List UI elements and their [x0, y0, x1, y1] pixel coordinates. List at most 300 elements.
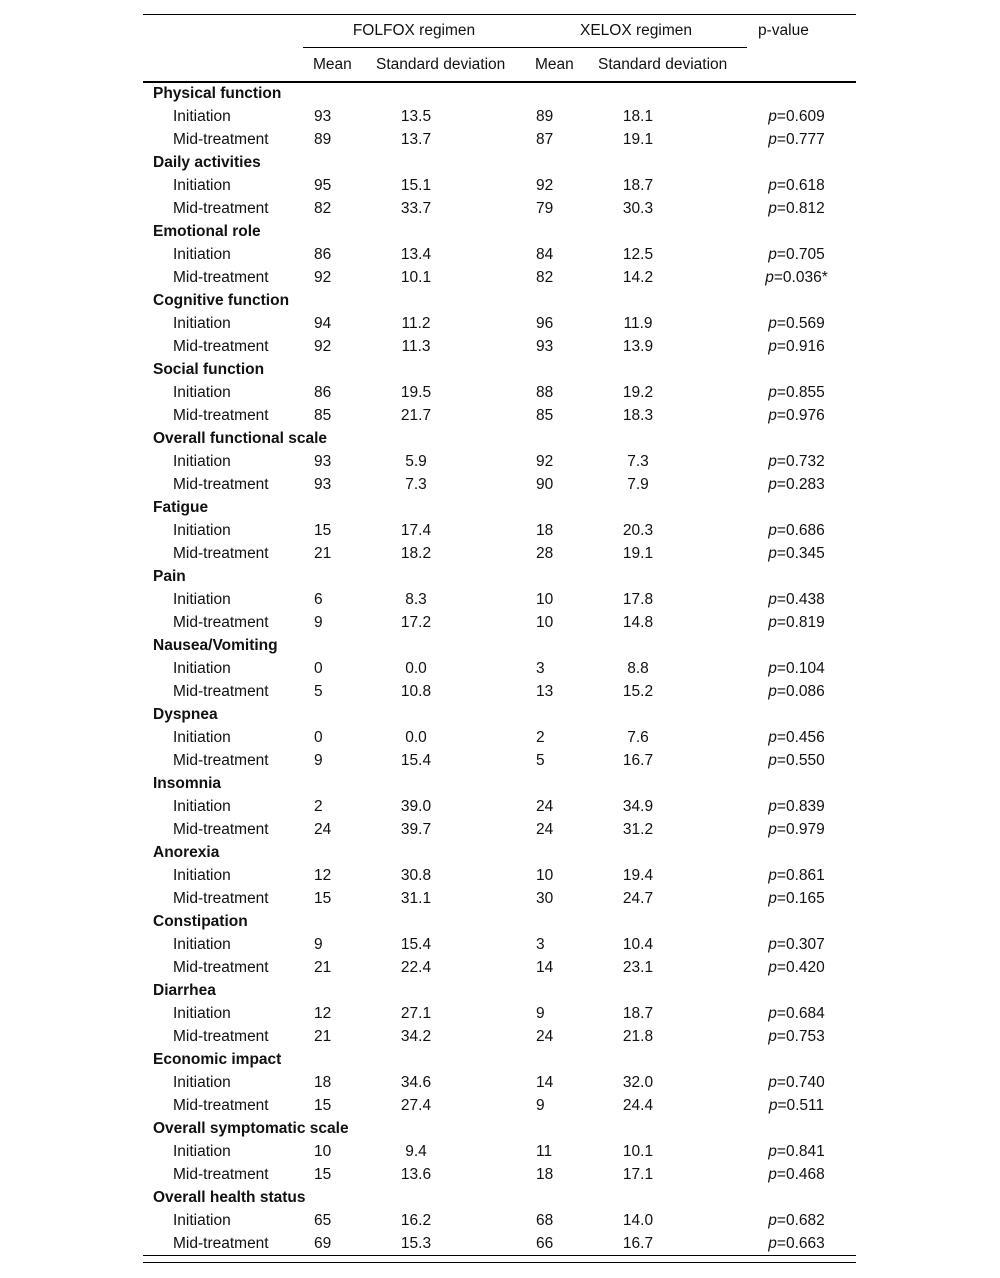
- folfox-mean: 10: [314, 1142, 332, 1160]
- xelox-sd: 7.3: [627, 452, 649, 470]
- table-row: [143, 956, 856, 979]
- p-value-number: =0.682: [776, 1211, 825, 1229]
- xelox-sd: 7.6: [627, 728, 649, 746]
- p-symbol: p: [768, 1027, 777, 1045]
- category-row: [143, 358, 856, 381]
- timepoint-label: Mid-treatment: [173, 268, 269, 286]
- xelox-mean: 9: [536, 1004, 545, 1022]
- p-value-number: =0.086: [776, 682, 825, 700]
- p-value: [747, 588, 856, 611]
- p-value: [747, 381, 856, 404]
- p-value-number: =0.468: [776, 1165, 825, 1183]
- p-symbol: p: [768, 383, 777, 401]
- header-xelox-mean: Mean: [525, 48, 585, 83]
- table-row: [143, 887, 856, 910]
- timepoint-label: Mid-treatment: [173, 958, 269, 976]
- p-value-number: =0.283: [776, 475, 825, 493]
- category-label: Insomnia: [153, 774, 222, 792]
- xelox-sd: 16.7: [622, 1234, 654, 1252]
- xelox-sd: 18.1: [622, 107, 654, 125]
- p-value: [747, 105, 856, 128]
- xelox-mean: 87: [536, 130, 554, 148]
- xelox-mean: 92: [536, 176, 554, 194]
- timepoint-label: Initiation: [173, 314, 231, 332]
- folfox-sd: 15.4: [400, 751, 432, 769]
- category-label: Constipation: [153, 912, 248, 930]
- folfox-mean: 5: [314, 682, 323, 700]
- table-row: [143, 1209, 856, 1232]
- folfox-sd: 27.1: [400, 1004, 432, 1022]
- p-value-number: =0.307: [776, 935, 825, 953]
- p-value: [747, 1163, 856, 1186]
- category-label: Dyspnea: [153, 705, 218, 723]
- p-symbol: p: [768, 613, 777, 631]
- folfox-sd: 13.5: [400, 107, 432, 125]
- p-value: [747, 312, 856, 335]
- folfox-sd: 17.2: [400, 613, 432, 631]
- folfox-mean: 9: [314, 751, 323, 769]
- folfox-mean: 93: [314, 452, 332, 470]
- p-value-number: =0.663: [776, 1234, 825, 1252]
- table-row: [143, 588, 856, 611]
- folfox-sd: 0.0: [405, 659, 427, 677]
- xelox-mean: 2: [536, 728, 545, 746]
- xelox-sd: 8.8: [627, 659, 649, 677]
- table-row: [143, 450, 856, 473]
- table-row: [143, 1002, 856, 1025]
- timepoint-label: Mid-treatment: [173, 544, 269, 562]
- timepoint-label: Initiation: [173, 1142, 231, 1160]
- header-empty-cell: [143, 48, 303, 83]
- category-label: Overall symptomatic scale: [153, 1119, 349, 1137]
- p-value: [747, 818, 856, 841]
- timepoint-label: Mid-treatment: [173, 475, 269, 493]
- folfox-sd: 13.6: [400, 1165, 432, 1183]
- xelox-mean: 11: [536, 1142, 553, 1160]
- timepoint-label: Mid-treatment: [173, 751, 269, 769]
- timepoint-label: Initiation: [173, 590, 231, 608]
- folfox-mean: 0: [314, 659, 323, 677]
- folfox-sd: 31.1: [400, 889, 432, 907]
- table-row: [143, 795, 856, 818]
- p-symbol: p: [768, 1142, 777, 1160]
- folfox-mean: 2: [314, 797, 323, 815]
- p-value: [747, 1071, 856, 1094]
- p-value: [747, 335, 856, 358]
- table-row: [143, 1071, 856, 1094]
- table-row: [143, 818, 856, 841]
- folfox-mean: 0: [314, 728, 323, 746]
- xelox-sd: 21.8: [622, 1027, 654, 1045]
- timepoint-label: Initiation: [173, 1073, 231, 1091]
- xelox-mean: 30: [536, 889, 554, 907]
- table-row: [143, 611, 856, 634]
- p-value-number: =0.916: [776, 337, 825, 355]
- p-value-number: =0.705: [776, 245, 825, 263]
- timepoint-label: Mid-treatment: [173, 199, 269, 217]
- xelox-sd: 24.4: [622, 1096, 654, 1114]
- category-label: Nausea/Vomiting: [153, 636, 278, 654]
- table-row: [143, 128, 856, 151]
- timepoint-label: Initiation: [173, 176, 231, 194]
- p-value: [747, 1232, 856, 1255]
- table-row: [143, 1232, 856, 1255]
- xelox-sd: 17.8: [622, 590, 654, 608]
- folfox-mean: 6: [314, 590, 323, 608]
- table-body: [143, 82, 856, 1255]
- xelox-sd: 19.1: [622, 130, 654, 148]
- xelox-mean: 13: [536, 682, 554, 700]
- p-value-number: =0.855: [776, 383, 825, 401]
- p-value-number: =0.438: [776, 590, 825, 608]
- category-label: Pain: [153, 567, 186, 585]
- folfox-sd: 5.9: [405, 452, 427, 470]
- timepoint-label: Initiation: [173, 107, 231, 125]
- xelox-mean: 10: [536, 590, 554, 608]
- xelox-sd: 10.4: [622, 935, 654, 953]
- p-symbol: p: [768, 1165, 777, 1183]
- table-row: [143, 105, 856, 128]
- xelox-sd: 32.0: [622, 1073, 654, 1091]
- xelox-mean: 84: [536, 245, 554, 263]
- folfox-mean: 69: [314, 1234, 332, 1252]
- folfox-mean: 12: [314, 1004, 332, 1022]
- p-value: [747, 1209, 856, 1232]
- xelox-mean: 18: [536, 1165, 554, 1183]
- p-value-number: =0.420: [776, 958, 825, 976]
- table-row: [143, 1025, 856, 1048]
- folfox-mean: 15: [314, 1165, 332, 1183]
- p-value-number: =0.979: [776, 820, 825, 838]
- p-symbol: p: [768, 820, 777, 838]
- folfox-mean: 65: [314, 1211, 332, 1229]
- p-value-number: =0.976: [776, 406, 825, 424]
- p-symbol: p: [768, 1096, 778, 1114]
- p-value: [747, 887, 856, 910]
- p-value: [747, 450, 856, 473]
- timepoint-label: Mid-treatment: [173, 1096, 269, 1114]
- p-symbol: p: [768, 1073, 777, 1091]
- category-label: Anorexia: [153, 843, 220, 861]
- p-symbol: p: [768, 452, 777, 470]
- p-symbol: p: [768, 130, 777, 148]
- table-row: [143, 726, 856, 749]
- folfox-mean: 15: [314, 889, 332, 907]
- folfox-mean: 93: [314, 107, 332, 125]
- p-symbol: p: [765, 268, 774, 286]
- category-row: [143, 565, 856, 588]
- table-row: [143, 174, 856, 197]
- p-value: [747, 680, 856, 703]
- p-value-number: =0.569: [776, 314, 825, 332]
- p-value: [747, 726, 856, 749]
- xelox-sd: 11.9: [623, 314, 653, 332]
- folfox-mean: 21: [314, 1027, 332, 1045]
- xelox-mean: 88: [536, 383, 554, 401]
- folfox-mean: 85: [314, 406, 332, 424]
- xelox-mean: 3: [536, 659, 545, 677]
- xelox-sd: 19.1: [622, 544, 654, 562]
- p-symbol: p: [768, 728, 777, 746]
- p-value-number: =0.819: [776, 613, 825, 631]
- p-value-number: =0.345: [776, 544, 825, 562]
- p-symbol: p: [768, 1211, 777, 1229]
- category-label: Overall functional scale: [153, 429, 328, 447]
- category-label: Physical function: [153, 85, 282, 102]
- p-value-number: =0.777: [776, 130, 825, 148]
- p-symbol: p: [768, 958, 777, 976]
- folfox-sd: 33.7: [400, 199, 432, 217]
- folfox-mean: 82: [314, 199, 332, 217]
- table-row: [143, 864, 856, 887]
- timepoint-label: Initiation: [173, 866, 231, 884]
- xelox-mean: 93: [536, 337, 554, 355]
- folfox-sd: 15.1: [400, 176, 432, 194]
- xelox-sd: 34.9: [622, 797, 654, 815]
- folfox-mean: 15: [314, 1096, 332, 1114]
- xelox-sd: 16.7: [622, 751, 654, 769]
- p-value: [747, 611, 856, 634]
- table-row: [143, 473, 856, 496]
- timepoint-label: Initiation: [173, 797, 231, 815]
- timepoint-label: Mid-treatment: [173, 613, 269, 631]
- p-value-number: =0.104: [776, 659, 825, 677]
- p-symbol: p: [768, 199, 777, 217]
- table-row: [143, 1163, 856, 1186]
- folfox-mean: 12: [314, 866, 332, 884]
- category-row: [143, 1186, 856, 1209]
- category-label: Cognitive function: [153, 291, 290, 309]
- p-symbol: p: [768, 475, 777, 493]
- xelox-mean: 10: [536, 866, 554, 884]
- timepoint-label: Mid-treatment: [173, 130, 269, 148]
- folfox-sd: 10.1: [400, 268, 432, 286]
- p-symbol: p: [768, 797, 777, 815]
- p-value-number: =0.609: [776, 107, 825, 125]
- timepoint-label: Initiation: [173, 935, 231, 953]
- folfox-sd: 9.4: [405, 1142, 427, 1160]
- xelox-mean: 9: [536, 1096, 545, 1114]
- xelox-sd: 18.7: [622, 176, 654, 194]
- p-value-number: =0.839: [776, 797, 825, 815]
- category-row: [143, 151, 856, 174]
- folfox-mean: 95: [314, 176, 332, 194]
- xelox-sd: 19.2: [622, 383, 654, 401]
- folfox-sd: 13.4: [400, 245, 432, 263]
- p-value-number: =0.511: [777, 1096, 825, 1114]
- xelox-mean: 82: [536, 268, 554, 286]
- category-label: Daily activities: [153, 153, 261, 171]
- p-value-number: =0.732: [776, 452, 825, 470]
- table-header: [143, 15, 856, 83]
- xelox-sd: 10.1: [622, 1142, 654, 1160]
- table-row: [143, 749, 856, 772]
- table-row: [143, 335, 856, 358]
- folfox-mean: 18: [314, 1073, 332, 1091]
- p-value: [747, 1140, 856, 1163]
- timepoint-label: Mid-treatment: [173, 889, 269, 907]
- xelox-mean: 89: [536, 107, 554, 125]
- p-value: [747, 473, 856, 496]
- p-symbol: p: [768, 1234, 777, 1252]
- folfox-mean: 24: [314, 820, 332, 838]
- p-value: [747, 749, 856, 772]
- category-row: [143, 1048, 856, 1071]
- header-pvalue: p-value: [747, 15, 856, 48]
- folfox-sd: 11.2: [401, 314, 431, 332]
- folfox-sd: 27.4: [400, 1096, 432, 1114]
- header-xelox-sd: Standard deviation: [585, 48, 747, 83]
- xelox-sd: 23.1: [622, 958, 654, 976]
- xelox-mean: 10: [536, 613, 554, 631]
- xelox-sd: 15.2: [622, 682, 654, 700]
- p-symbol: p: [768, 176, 777, 194]
- table-row: [143, 381, 856, 404]
- header-folfox-group: FOLFOX regimen: [303, 15, 525, 48]
- p-value-number: =0.841: [776, 1142, 825, 1160]
- timepoint-label: Initiation: [173, 521, 231, 539]
- p-symbol: p: [768, 1004, 777, 1022]
- timepoint-label: Initiation: [173, 659, 231, 677]
- p-value-number: =0.550: [776, 751, 825, 769]
- p-value-number: =0.456: [776, 728, 825, 746]
- table-row: [143, 1140, 856, 1163]
- folfox-sd: 18.2: [400, 544, 432, 562]
- timepoint-label: Mid-treatment: [173, 1027, 269, 1045]
- xelox-sd: 31.2: [622, 820, 654, 838]
- timepoint-label: Initiation: [173, 245, 231, 263]
- xelox-mean: 79: [536, 199, 554, 217]
- xelox-mean: 68: [536, 1211, 554, 1229]
- header-folfox-sd: Standard deviation: [363, 48, 525, 83]
- folfox-sd: 0.0: [405, 728, 427, 746]
- p-value: [747, 519, 856, 542]
- folfox-sd: 13.7: [400, 130, 432, 148]
- folfox-mean: 21: [314, 544, 332, 562]
- p-value: [747, 243, 856, 266]
- xelox-sd: 17.1: [622, 1165, 654, 1183]
- category-row: [143, 910, 856, 933]
- xelox-sd: 14.8: [622, 613, 654, 631]
- folfox-sd: 15.4: [400, 935, 432, 953]
- p-symbol: p: [768, 935, 777, 953]
- p-symbol: p: [768, 590, 777, 608]
- xelox-mean: 14: [536, 1073, 554, 1091]
- p-symbol: p: [768, 682, 777, 700]
- category-label: Fatigue: [153, 498, 209, 516]
- folfox-mean: 89: [314, 130, 332, 148]
- folfox-sd: 34.2: [400, 1027, 432, 1045]
- table-row: [143, 266, 856, 289]
- p-value: [747, 174, 856, 197]
- xelox-sd: 18.3: [622, 406, 654, 424]
- xelox-sd: 12.5: [622, 245, 654, 263]
- folfox-sd: 15.3: [400, 1234, 432, 1252]
- p-value: [747, 956, 856, 979]
- p-symbol: p: [768, 107, 777, 125]
- xelox-mean: 5: [536, 751, 545, 769]
- xelox-mean: 3: [536, 935, 545, 953]
- category-label: Social function: [153, 360, 265, 378]
- xelox-sd: 19.4: [622, 866, 654, 884]
- header-folfox-mean: Mean: [303, 48, 363, 83]
- table-row: [143, 404, 856, 427]
- folfox-sd: 11.3: [401, 337, 431, 355]
- category-label: Overall health status: [153, 1188, 306, 1206]
- timepoint-label: Initiation: [173, 728, 231, 746]
- xelox-sd: 30.3: [622, 199, 654, 217]
- p-value: [747, 1094, 856, 1117]
- folfox-mean: 94: [314, 314, 332, 332]
- folfox-mean: 92: [314, 337, 332, 355]
- p-value-number: =0.861: [776, 866, 825, 884]
- p-value: [747, 864, 856, 887]
- results-table: [143, 14, 856, 1255]
- folfox-sd: 39.0: [400, 797, 432, 815]
- p-value: [747, 1002, 856, 1025]
- p-value-number: =0.812: [776, 199, 825, 217]
- folfox-sd: 22.4: [400, 958, 432, 976]
- folfox-sd: 16.2: [400, 1211, 432, 1229]
- table-row: [143, 542, 856, 565]
- xelox-sd: 18.7: [622, 1004, 654, 1022]
- timepoint-label: Mid-treatment: [173, 337, 269, 355]
- table-row: [143, 519, 856, 542]
- folfox-sd: 17.4: [400, 521, 432, 539]
- xelox-sd: 20.3: [622, 521, 654, 539]
- p-value: [747, 933, 856, 956]
- timepoint-label: Initiation: [173, 452, 231, 470]
- timepoint-label: Mid-treatment: [173, 820, 269, 838]
- p-value-number: =0.618: [776, 176, 825, 194]
- folfox-sd: 7.3: [405, 475, 427, 493]
- p-value: [747, 128, 856, 151]
- p-value: [747, 795, 856, 818]
- header-empty-cell: [747, 48, 856, 83]
- xelox-mean: 24: [536, 797, 554, 815]
- timepoint-label: Mid-treatment: [173, 406, 269, 424]
- folfox-sd: 39.7: [400, 820, 432, 838]
- bottom-rule-2: [143, 1262, 856, 1263]
- folfox-mean: 93: [314, 475, 332, 493]
- category-row: [143, 82, 856, 105]
- xelox-mean: 24: [536, 820, 554, 838]
- folfox-mean: 86: [314, 245, 332, 263]
- table-row: [143, 243, 856, 266]
- table-row: [143, 1094, 856, 1117]
- p-value: [747, 266, 856, 289]
- category-row: [143, 1117, 856, 1140]
- folfox-mean: 21: [314, 958, 332, 976]
- category-label: Economic impact: [153, 1050, 282, 1068]
- category-row: [143, 289, 856, 312]
- table-row: [143, 312, 856, 335]
- folfox-mean: 9: [314, 935, 323, 953]
- p-symbol: p: [768, 337, 777, 355]
- category-label: Emotional role: [153, 222, 261, 240]
- folfox-mean: 92: [314, 268, 332, 286]
- folfox-sd: 34.6: [400, 1073, 432, 1091]
- p-value: [747, 657, 856, 680]
- p-value-number: =0.686: [776, 521, 825, 539]
- folfox-mean: 15: [314, 521, 332, 539]
- timepoint-label: Initiation: [173, 1211, 231, 1229]
- header-empty-cell: [143, 15, 303, 48]
- xelox-mean: 14: [536, 958, 554, 976]
- timepoint-label: Initiation: [173, 383, 231, 401]
- results-table-wrapper: [143, 14, 856, 1255]
- p-value-number: =0.036*: [773, 268, 828, 286]
